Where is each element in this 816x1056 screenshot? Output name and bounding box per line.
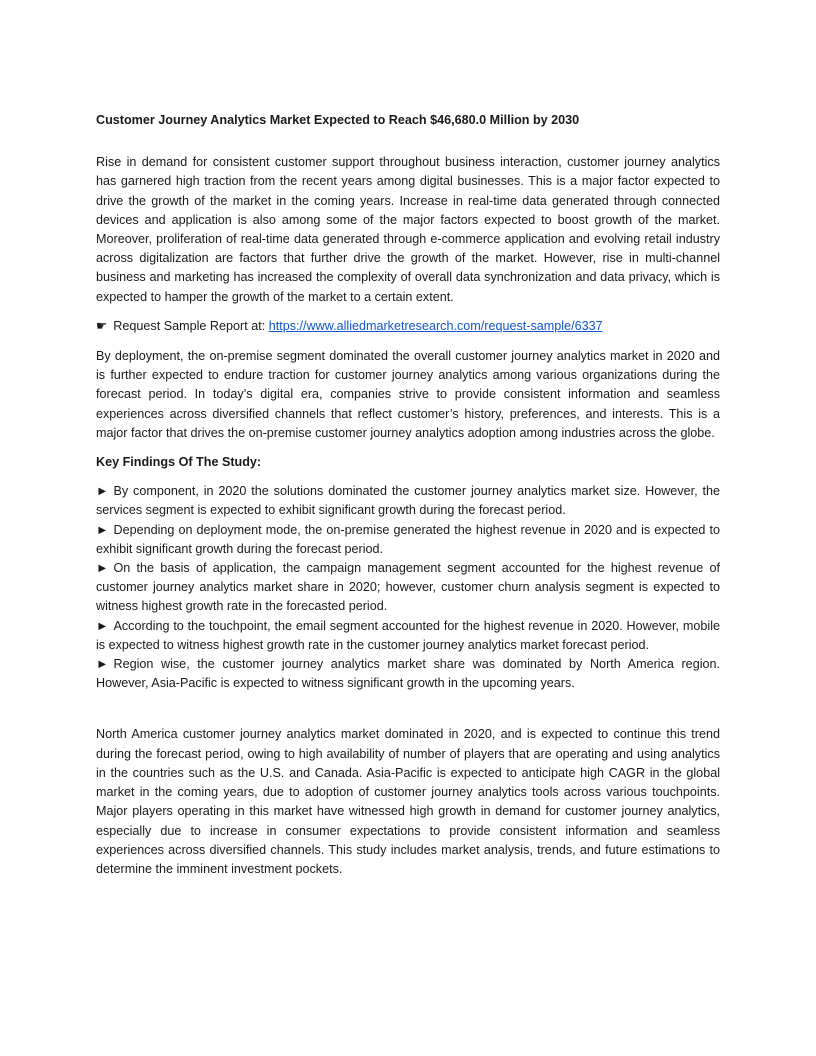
- triangle-bullet-icon: ►: [96, 522, 109, 537]
- deployment-paragraph: By deployment, the on-premise segment dominated the overall customer journey analytics market in 2020 and is further expected to endure traction for customer journey analytics among various organizations during the forecast period. In today’s digital era, companies strive to provide consistent information and seamless experiences across diversified channels that reflect customer’s history, preferences, and interests. This is a major factor that drives the on-premise customer journey analytics adoption among industries across the globe.: [96, 349, 720, 440]
- triangle-bullet-icon: ►: [96, 657, 109, 672]
- finding-item: ► Depending on deployment mode, the on-premise generated the highest revenue in 2020 and is expected to exhibit significant growth during the forecast period.: [96, 522, 720, 556]
- triangle-bullet-icon: ►: [96, 561, 109, 576]
- document-title: Customer Journey Analytics Market Expected to Reach $46,680.0 Million by 2030: [96, 113, 580, 127]
- request-sample-line: [96, 317, 720, 336]
- finding-item: ► Region wise, the customer journey analytics market share was dominated by North America region. However, Asia-Pacific is expected to witness significant growth in the upcoming years.: [96, 657, 720, 691]
- intro-paragraph: Rise in demand for consistent customer support throughout business interaction, customer journey analytics has garnered high traction from the recent years among digital businesses. This is a major factor expected to drive the growth of the market in the coming years. Increase in real-time data generated through connected devices and application is also among some of the major factors expected to boost growth of the market. Moreover, proliferation of real-time data generated through e-commerce application and evolving retail industry across digitalization are factors that further drive the growth of the market. However, rise in multi-channel business and marketing has increased the complexity of overall data synchronization and data privacy, which is expected to hamper the growth of the market to a certain extent.: [96, 155, 720, 304]
- pointing-hand-icon: ☛: [96, 318, 108, 333]
- finding-item: ► By component, in 2020 the solutions dominated the customer journey analytics market size. However, the services segment is expected to exhibit significant growth during the forecast period.: [96, 484, 720, 518]
- triangle-bullet-icon: ►: [96, 484, 109, 499]
- triangle-bullet-icon: ►: [96, 618, 109, 633]
- key-findings-heading: Key Findings Of The Study:: [96, 455, 262, 470]
- finding-item: ► According to the touchpoint, the email segment accounted for the highest revenue in 2020. However, mobile is expected to witness highest growth rate in the customer journey analytics market forecast period.: [96, 618, 720, 652]
- north-america-paragraph: North America customer journey analytics market dominated in 2020, and is expected to continue this trend during the forecast period, owing to high availability of number of players that are operating and using analytics in the countries such as the U.S. and Canada. Asia-Pacific is expected to anticipate high CAGR in the global market in the coming years, due to adoption of customer journey analytics tools across various touchpoints. Major players operating in this market have witnessed high growth in demand for customer journey analytics, especially due to increase in consumer expectations to provide consistent information and seamless experiences across diversified channels. This study includes market analysis, trends, and future estimations to determine the imminent investment pockets.: [96, 727, 720, 876]
- document-page: [96, 111, 720, 889]
- finding-item: ► On the basis of application, the campaign management segment accounted for the highest revenue of customer journey analytics market share in 2020; however, customer churn analysis segment is expected to witness highest growth rate in the forecasted period.: [96, 561, 720, 614]
- key-findings-list: [96, 482, 720, 693]
- request-sample-link[interactable]: https://www.alliedmarketresearch.com/request-sample/6337: [268, 318, 603, 333]
- request-sample-label: Request Sample Report at:: [113, 318, 266, 333]
